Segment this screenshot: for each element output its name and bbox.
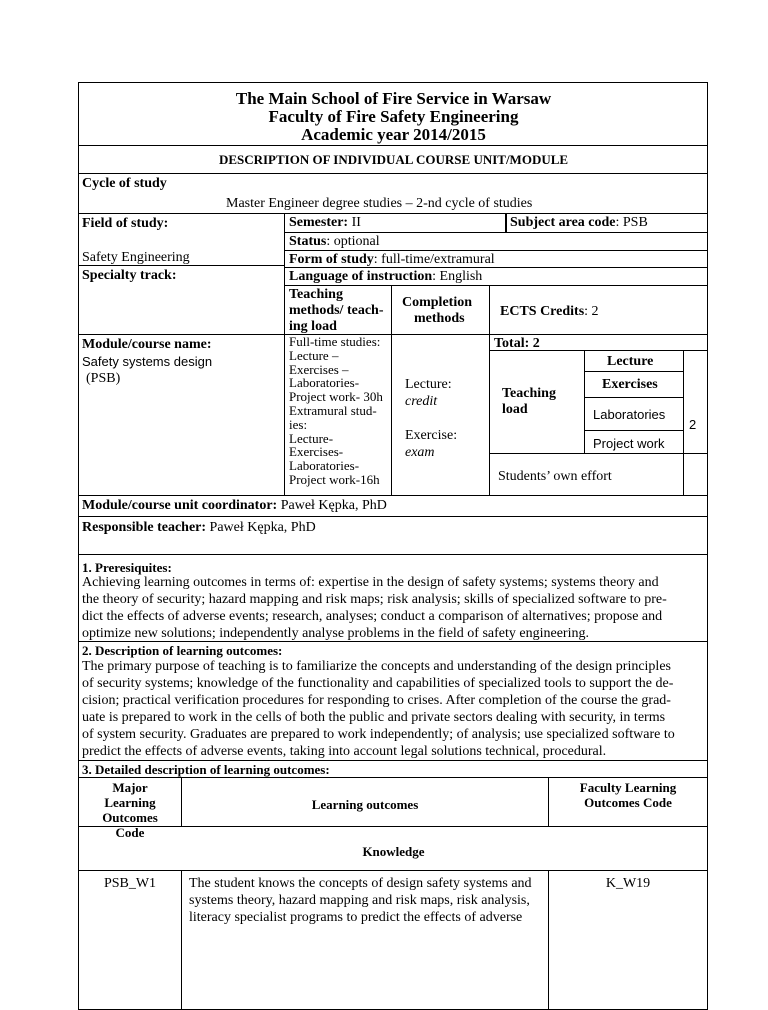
exercise-completion-label: Exercise: <box>405 428 458 443</box>
desc-title: 2. Description of learning outcomes: <box>82 643 283 658</box>
teaching-load-l1: Teaching <box>502 386 556 401</box>
load-line: Laboratories- <box>289 458 360 474</box>
load-line: Laboratories- <box>289 375 360 391</box>
load-value: 2 <box>689 417 697 432</box>
language: Language of instruction: English <box>289 269 483 284</box>
faculty-name: Faculty of Fire Safety Engineering <box>268 107 519 126</box>
exercise-completion-value: exam <box>405 445 435 460</box>
prereq-line: optimize new solutions; independently analyse problems in the field of safety engineering. <box>82 626 589 641</box>
prereq-line: the theory of security; hazard mapping and risk maps; risk analysis; skills of specialized software to pre- <box>82 592 667 607</box>
knowledge-heading: Knowledge <box>362 844 425 859</box>
specialty-label: Specialty track: <box>82 268 177 283</box>
teaching-methods-l2: methods/ teach- <box>289 303 384 318</box>
completion-l2: methods <box>414 311 465 326</box>
cycle-value: Master Engineer degree studies – 2-nd cycle of studies <box>226 196 533 211</box>
load-line: Project work-16h <box>289 471 380 487</box>
semester: Semester: II <box>289 215 361 230</box>
detailed-title: 3. Detailed description of learning outcomes: <box>82 762 330 777</box>
laboratories-type: Laboratories <box>593 407 666 422</box>
prereq-title: 1. Preresiquites: <box>82 560 172 575</box>
load-line: Full-time studies: <box>289 334 381 349</box>
responsible-teacher: Responsible teacher: Paweł Kępka, PhD <box>82 520 316 535</box>
status: Status: optional <box>289 234 380 249</box>
section-title: DESCRIPTION OF INDIVIDUAL COURSE UNIT/MODULE <box>218 152 569 167</box>
load-line: Exercises- <box>289 444 344 460</box>
lecture-completion-value: credit <box>405 394 438 409</box>
faculty-outcome-code: K_W19 <box>605 876 651 891</box>
prereq-line: Achieving learning outcomes in terms of: expertise in the design of safety systems; systems theory and <box>82 575 659 590</box>
desc-line: of system security. Graduates are prepared to work independently; of analysis; use specialized software to <box>82 727 675 742</box>
desc-line: predict the effects of adverse events, taking into account legal solutions technical, procedural. <box>82 744 607 759</box>
form-of-study: Form of study: full-time/extramural <box>289 252 495 267</box>
project-type: Project work <box>593 436 665 451</box>
faculty-outcomes-header <box>550 780 706 810</box>
header-line: Faculty Learning <box>579 780 677 795</box>
desc-line: The primary purpose of teaching is to familiarize the concepts and understanding of the design principles <box>82 659 671 674</box>
learning-outcomes-header: Learning outcomes <box>311 797 419 812</box>
outcome-line: The student knows the concepts of design safety systems and <box>189 876 532 891</box>
academic-year: Academic year 2014/2015 <box>301 125 486 144</box>
field-value: Safety Engineering <box>82 250 190 265</box>
load-line: Lecture – <box>289 347 339 363</box>
cycle-label: Cycle of study <box>82 176 167 191</box>
coordinator: Module/course unit coordinator: Paweł Kępka, PhD <box>82 498 387 513</box>
total: Total: 2 <box>494 336 540 351</box>
teaching-methods-l1: Teaching <box>289 287 343 302</box>
desc-line: uate is prepared to work in the cells of both the public and private sectors dealing with security, in terms <box>82 710 666 725</box>
desc-line: cision; practical verification procedures for responding to crises. After completion of the course the grad- <box>82 693 671 708</box>
school-name: The Main School of Fire Service in Warsaw <box>235 89 552 108</box>
prereq-line: dict the effects of adverse events; research, analyses; conduct a comparison of alternatives; propose and <box>82 609 663 624</box>
desc-line: of security systems; knowledge of the functionality and capabilities of specialized tools to support the de- <box>82 676 674 691</box>
header-line: Outcomes Code <box>584 795 672 810</box>
field-label: Field of study: <box>82 216 169 231</box>
header-line: Outcomes <box>102 810 158 825</box>
load-line: Project work- 30h <box>289 389 383 405</box>
header-line: Code <box>115 825 145 840</box>
outcome-line: literacy specialist programs to predict the effects of adverse <box>189 910 523 925</box>
load-line: Lecture- <box>289 430 334 446</box>
header-line: Major <box>112 780 148 795</box>
load-list <box>289 335 383 487</box>
lecture-completion-label: Lecture: <box>405 377 452 392</box>
load-line: Extramural stud- <box>289 402 377 418</box>
major-outcomes-header <box>80 780 180 840</box>
subject-code: Subject area code: PSB <box>510 215 648 230</box>
load-line: Exercises – <box>289 361 349 377</box>
completion-l1: Completion <box>402 295 472 310</box>
subject-code-divider <box>505 213 507 233</box>
module-label: Module/course name: <box>82 337 212 352</box>
teaching-load-l2: load <box>502 402 528 417</box>
teaching-methods-l3: ing load <box>289 319 337 334</box>
students-effort: Students’ own effort <box>498 469 612 484</box>
module-code: (PSB) <box>86 371 121 386</box>
outcome-code: PSB_W1 <box>103 876 157 891</box>
module-value: Safety systems design <box>82 354 213 369</box>
outcome-line: systems theory, hazard mapping and risk maps, risk analysis, <box>189 893 530 908</box>
load-line: ies: <box>289 416 308 432</box>
header-line: Learning <box>104 795 156 810</box>
ects: ECTS Credits: 2 <box>500 304 599 319</box>
exercises-type: Exercises <box>602 377 658 392</box>
lecture-type: Lecture <box>607 354 654 369</box>
